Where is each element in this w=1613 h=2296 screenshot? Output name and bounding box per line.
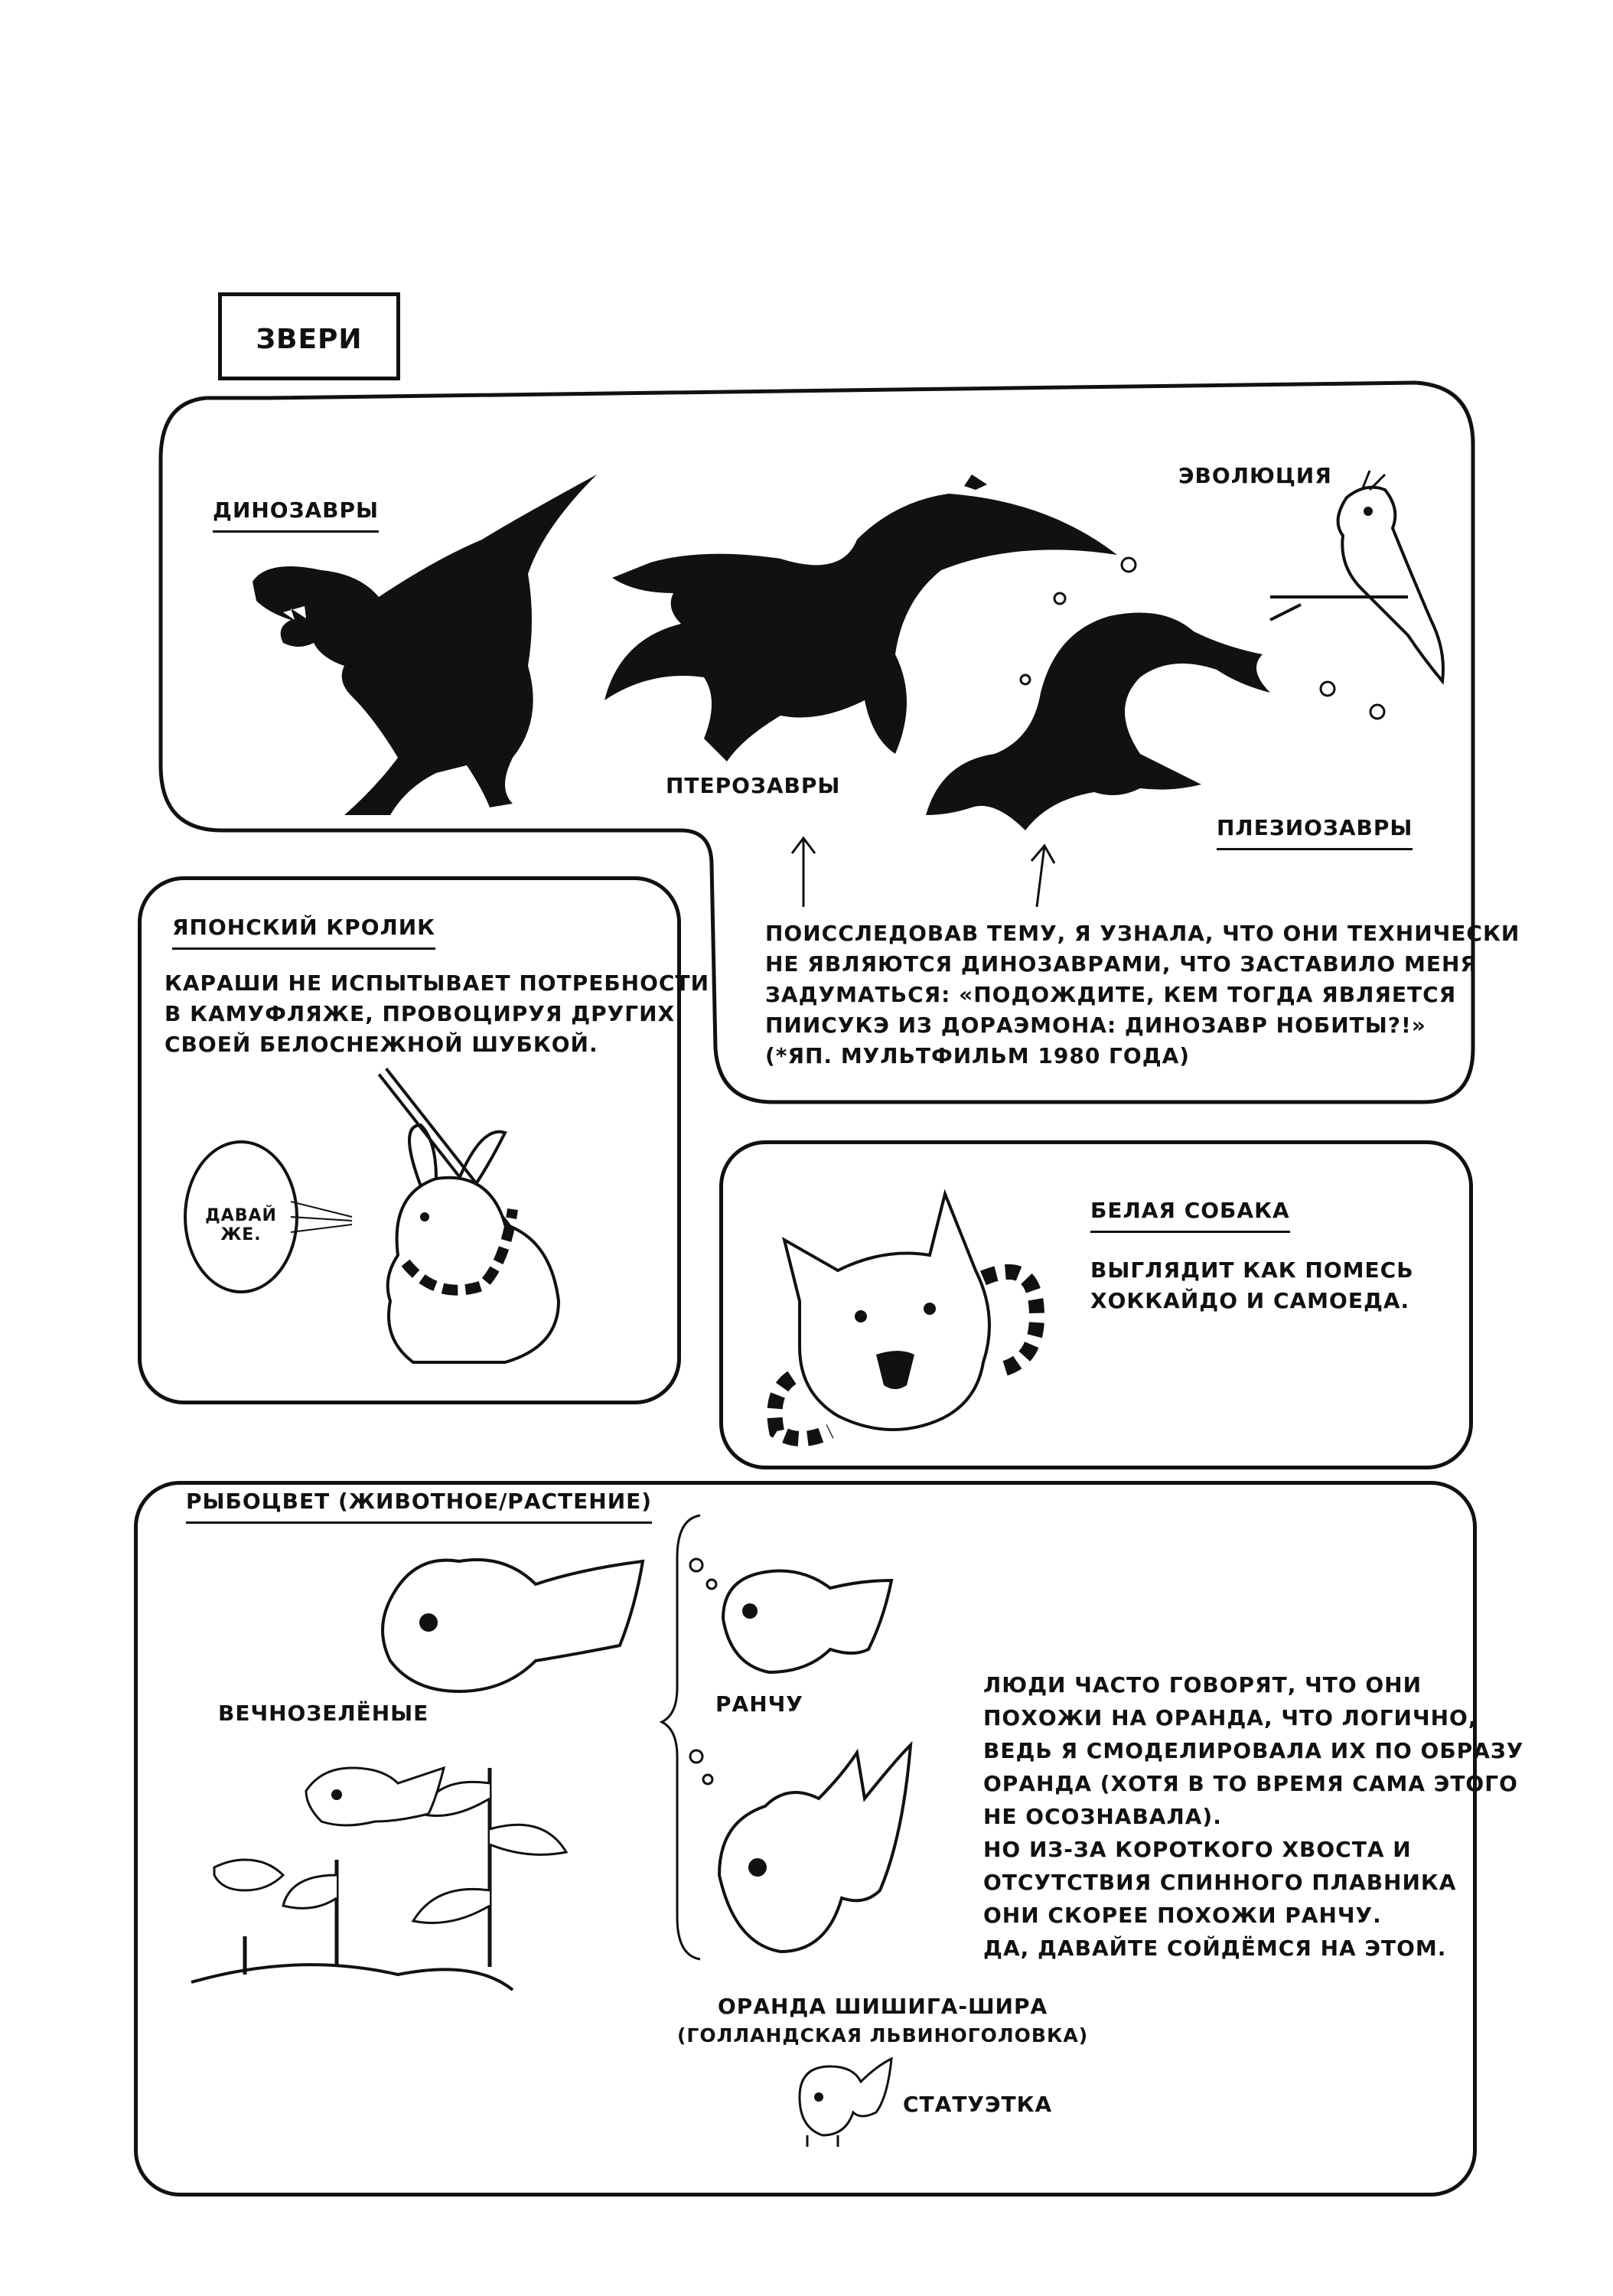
label-oranda-name: ОРАНДА ШИШИГА-ШИРА [718, 1994, 1048, 2019]
dog-title: БЕЛАЯ СОБАКА [1090, 1198, 1290, 1233]
fish-title: РЫБОЦВЕТ (ЖИВОТНОЕ/РАСТЕНИЕ) [186, 1489, 652, 1524]
dinosaur-note-line: ЗАДУМАТЬСЯ: «ПОДОЖДИТЕ, КЕМ ТОГДА ЯВЛЯЕТСЯ [765, 982, 1457, 1007]
label-dinosaurs: ДИНОЗАВРЫ [213, 497, 379, 533]
label-figurine: СТАТУЭТКА [903, 2092, 1053, 2117]
label-oranda-sub: (ГОЛЛАНДСКАЯ ЛЬВИНОГОЛОВКА) [677, 2024, 1089, 2047]
arrow-to-plesiosaurs [1025, 842, 1056, 911]
arrow-to-pterosaurs [788, 834, 819, 911]
label-evergreen: ВЕЧНОЗЕЛЁНЫЕ [218, 1701, 429, 1726]
rabbit-title: ЯПОНСКИЙ КРОЛИК [172, 915, 435, 950]
rabbit-description-line: В КАМУФЛЯЖЕ, ПРОВОЦИРУЯ ДРУГИХ [165, 1001, 676, 1026]
label-pterosaurs: ПТЕРОЗАВРЫ [666, 773, 841, 798]
speech-text: ДАВАЙ ЖЕ. [205, 1206, 277, 1244]
dog-description-line: ВЫГЛЯДИТ КАК ПОМЕСЬ [1090, 1257, 1414, 1283]
t-rex-silhouette [237, 467, 620, 827]
plant-fish-drawing [184, 1538, 658, 1998]
fish-description [983, 1668, 1523, 1965]
cockatiel-drawing [1255, 467, 1454, 689]
fish-description-line: ОНИ СКОРЕЕ ПОХОЖИ РАНЧУ. [983, 1903, 1382, 1928]
label-evolution: ЭВОЛЮЦИЯ [1178, 463, 1332, 488]
fish-description-line: ОРАНДА (ХОТЯ В ТО ВРЕМЯ САМА ЭТОГО [983, 1771, 1518, 1796]
fish-description-line: НО ИЗ-ЗА КОРОТКОГО ХВОСТА И [983, 1837, 1412, 1862]
dinosaur-note [765, 918, 1520, 1071]
figurine-drawing [784, 2051, 899, 2151]
dinosaur-note-line: ПОИССЛЕДОВАВ ТЕМУ, Я УЗНАЛА, ЧТО ОНИ ТЕХНИЧЕСКИ [765, 921, 1520, 946]
fish-description-line: НЕ ОСОЗНАВАЛА). [983, 1804, 1222, 1829]
dog-drawing [754, 1163, 1060, 1454]
rabbit-description-line: КАРАШИ НЕ ИСПЫТЫВАЕТ ПОТРЕБНОСТИ [165, 970, 709, 996]
oranda-drawing [673, 1722, 918, 1982]
page-title: ЗВЕРИ [256, 324, 363, 355]
dog-description [1090, 1255, 1414, 1316]
rabbit-description-line: СВОЕЙ БЕЛОСНЕЖНОЙ ШУБКОЙ. [165, 1032, 598, 1057]
label-plesiosaurs: ПЛЕЗИОЗАВРЫ [1217, 815, 1413, 850]
rabbit-description [165, 968, 709, 1060]
dinosaur-note-line: НЕ ЯВЛЯЮТСЯ ДИНОЗАВРАМИ, ЧТО ЗАСТАВИЛО МЕНЯ [765, 951, 1478, 977]
label-ranchu: РАНЧУ [715, 1691, 803, 1717]
dinosaur-note-line: ПИИСУКЭ ИЗ ДОРАЭМОНА: ДИНОЗАВР НОБИТЫ?!» [765, 1013, 1426, 1038]
fish-description-line: ЛЮДИ ЧАСТО ГОВОРЯТ, ЧТО ОНИ [983, 1672, 1422, 1698]
fish-description-line: ВЕДЬ Я СМОДЕЛИРОВАЛА ИХ ПО ОБРАЗУ [983, 1738, 1524, 1763]
ranchu-drawing [677, 1542, 907, 1680]
rabbit-drawing [352, 1056, 673, 1378]
fish-description-line: ПОХОЖИ НА ОРАНДА, ЧТО ЛОГИЧНО, [983, 1705, 1478, 1730]
speech-bubble [184, 1140, 298, 1293]
fish-description-line: ДА, ДАВАЙТЕ СОЙДЁМСЯ НА ЭТОМ. [983, 1936, 1447, 1961]
fish-description-line: ОТСУТСТВИЯ СПИННОГО ПЛАВНИКА [983, 1870, 1457, 1895]
speech-tail [291, 1194, 360, 1247]
dinosaur-note-line: (*ЯП. МУЛЬТФИЛЬМ 1980 ГОДА) [765, 1043, 1191, 1068]
dog-description-line: ХОККАЙДО И САМОЕДА. [1090, 1288, 1410, 1313]
